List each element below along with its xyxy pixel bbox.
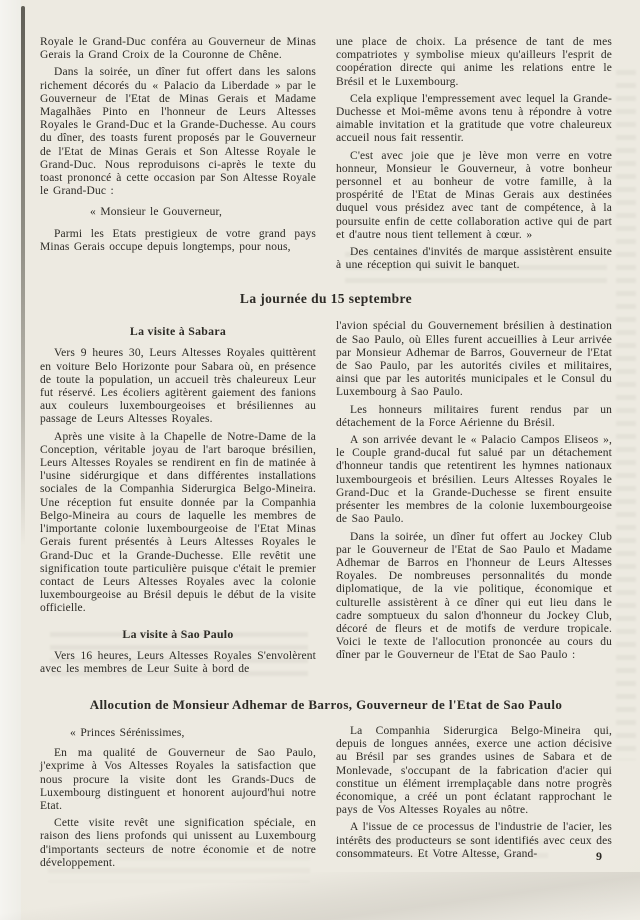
- toast-salutation: « Monsieur le Gouverneur,: [90, 206, 223, 219]
- right-column: [336, 320, 612, 679]
- paragraph: A son arrivée devant le « Palacio Campos Eliseos », le Couple grand-ducal fut salué par un détachement d'honneur tandis que retentirent les hymnes nationaux luxembourgeois et brésilien. Leurs Altesses Royales le Grand-Duc et la Grande-Duchesse se firent ensuite présenter les membres de la colonie luxembourgeoise de Sao Paulo.: [336, 434, 612, 526]
- paragraph: La Companhia Siderurgica Belgo-Mineira qui, depuis de longues années, exerce une action décisive au Brésil par ses grandes usines de Sabara et de Monlevade, s'occupant de la fabrication d'acier qui constitue un élément irremplaçable dans notre progrès économique, a créé un pont éclatant rapprochant le pays de Vos Altesses Royales au nôtre.: [336, 724, 612, 817]
- paragraph: Cette visite revêt une signification spéciale, en raison des liens profonds qui unissent au Luxembourg d'importants secteurs de notre économie et de notre développement.: [40, 817, 316, 869]
- paragraph: Cela explique l'empressement avec lequel la Grande-Duchesse et Moi-même avons tenu à répondre à votre aimable invitation et la gratitude que votre chaleureux accueil nous fait ressentir.: [336, 92, 612, 145]
- paragraph: En ma qualité de Gouverneur de Sao Paulo, j'exprime à Vos Altesses Royales la satisfaction que nous procure la visite dont les Grands-Ducs de Luxembourg distinguent et honorent aujourd'hui notre Etat.: [40, 747, 316, 812]
- journee-section: [40, 320, 612, 679]
- left-column: [40, 320, 316, 679]
- page-number: 9: [596, 849, 602, 863]
- allocution-salutation: « Princes Sérénissimes,: [70, 726, 185, 739]
- left-column: [40, 725, 316, 874]
- paragraph: A l'issue de ce processus de l'industrie de l'acier, les intérêts des producteurs se sont identifiés avec ceux des consommateurs. Et Votre Altesse, Grand-: [336, 821, 612, 860]
- right-column: [336, 725, 612, 874]
- section-heading-allocution: Allocution de Monsieur Adhemar de Barros, Gouverneur de l'Etat de Sao Paulo: [89, 696, 563, 712]
- top-section: [40, 36, 612, 276]
- paragraph: Dans la soirée, un dîner fut offert au Jockey Club par le Gouverneur de l'Etat de Sao Paulo et Madame Adhemar de Barros en l'honneur de Leurs Altesses Royales. De nombreuses personnalités du monde diplomatique, de la vie politique, économique et culturelle assistèrent à ce dîner qui eut lieu dans le cadre somptueux du salon d'honneur du Jockey Club, décoré de fleurs et de motifs de verdure tropicale. Voici le texte de l'allocution prononcée au cours du dîner par le Gouverneur de l'Etat de Sao Paulo :: [336, 530, 612, 662]
- section-heading-journee: La journée du 15 septembre: [239, 291, 413, 307]
- paragraph: Dans la soirée, un dîner fut offert dans les salons richement décorés du « Palacio da Liberdade » par le Gouverneur de l'Etat de Minas Gerais et Madame Magalhães Pinto en l'honneur de Leurs Altesses Royales le Grand-Duc et la Grande-Duchesse. Au cours du dîner, des toasts furent proposés par le Gouverneur de l'Etat de Minas Gerais et Son Altesse Royale le Grand-Duc. Nous reproduisons ci-après le texte du toast prononcé à cette occasion par Son Altesse Royale le Grand-Duc :: [40, 66, 316, 198]
- paragraph: Après une visite à la Chapelle de Notre-Dame de la Conception, véritable joyau de l'art baroque brésilien, Leurs Altesses Royales se rendirent en fin de matinée à l'usine sidérurgique et dans différentes installations sociales de la Companhia Siderurgica Belgo-Mineira. Une réception fut ensuite donnée par la Companhia Belgo-Mineira au cours de laquelle les membres de l'importante colonie luxembourgeoise de l'Etat Minas Gerais furent présentés à Leurs Altesses Royales le Grand-Duc et la Grande-Duchesse. Elle revêtit une signification toute particulière puisque c'était le premier contact de Leurs Altesses Royales avec la colonie luxembourgeoise au Brésil depuis le début de la visite officielle.: [40, 430, 316, 615]
- allocution-section: [40, 725, 612, 874]
- paragraph: Vers 9 heures 30, Leurs Altesses Royales quittèrent en voiture Belo Horizonte pour Sabara où, en présence de toute la population, un accueil très chaleureux Leur fut réservé. Les écoliers agitèrent gaiement des fanions aux couleurs luxembourgeoises et brésiliennes au passage de Leurs Altesses Royales.: [40, 347, 316, 426]
- paragraph: Royale le Grand-Duc conféra au Gouverneur de Minas Gerais la Grand Croix de la Couronne de Chêne.: [40, 36, 316, 62]
- paragraph: l'avion spécial du Gouvernement brésilien à destination de Sao Paulo, où Elles furent accueillies à Leur arrivée par Monsieur Adhemar de Barros, Gouverneur de l'Etat de Sao Paulo, par les autorités civiles et militaires, ainsi que par les autorités municipales et le Consul du Luxembourg à Sao Paulo.: [336, 320, 612, 399]
- left-column: [40, 36, 316, 276]
- paragraph: Les honneurs militaires furent rendus par un détachement de la Force Aérienne du Brésil.: [336, 403, 612, 429]
- paragraph: Parmi les Etats prestigieux de votre grand pays Minas Gerais occupe depuis longtemps, pour nous,: [40, 227, 316, 253]
- subheading-sabara: La visite à Sabara: [129, 324, 227, 339]
- paragraph: Des centaines d'invités de marque assistèrent ensuite à une réception qui suivit le banquet.: [336, 246, 612, 272]
- paragraph: une place de choix. La présence de tant de mes compatriotes y symbolise mieux qu'ailleurs l'esprit de coopération directe qui anime les relations entre le Brésil et le Luxembourg.: [336, 36, 612, 88]
- paragraph: C'est avec joie que je lève mon verre en votre honneur, Monsieur le Gouverneur, à votre bonheur personnel et au bonheur de votre famille, à la prospérité de l'Etat de Minas Gerais aux destinées duquel vous présidez avec tant de compétence, à la poursuite enfin de cette collaboration active qui de part et d'autre nous tient tellement à cœur. »: [336, 149, 612, 241]
- subheading-sao-paulo: La visite à Sao Paulo: [122, 626, 234, 641]
- paragraph: Vers 16 heures, Leurs Altesses Royales S'envolèrent avec les membres de Leur Suite à bord de: [40, 649, 316, 675]
- right-column: [336, 36, 612, 276]
